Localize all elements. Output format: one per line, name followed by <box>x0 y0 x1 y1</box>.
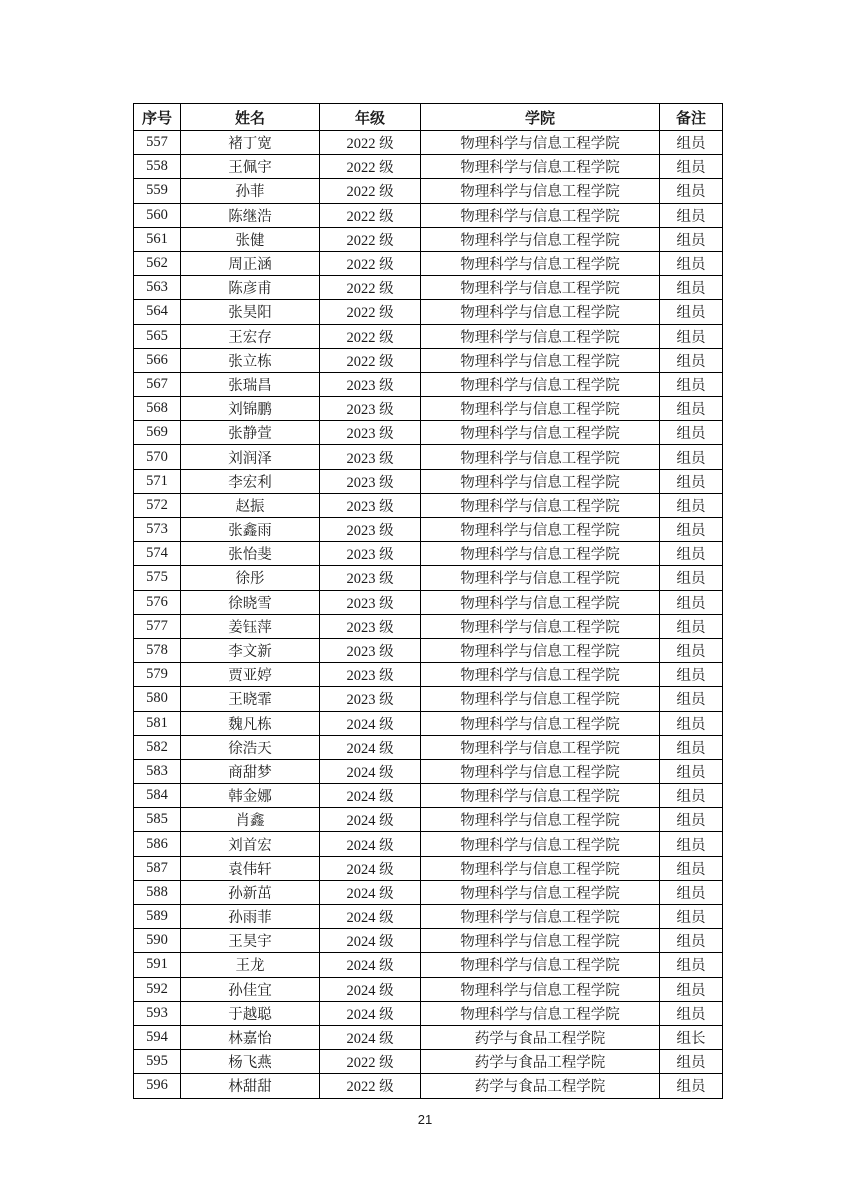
header-name: 姓名 <box>181 104 320 131</box>
note-cell: 组员 <box>660 348 723 372</box>
grade-cell: 2022 级 <box>320 1074 421 1098</box>
table-row <box>134 348 723 372</box>
serial-cell: 567 <box>134 372 181 396</box>
note-cell: 组员 <box>660 1001 723 1025</box>
serial-cell: 589 <box>134 905 181 929</box>
name-cell: 张静萱 <box>181 421 320 445</box>
name-cell: 刘首宏 <box>181 832 320 856</box>
header-grade: 年级 <box>320 104 421 131</box>
college-cell: 药学与食品工程学院 <box>421 1025 660 1049</box>
note-cell: 组员 <box>660 1050 723 1074</box>
grade-cell: 2022 级 <box>320 155 421 179</box>
grade-cell: 2023 级 <box>320 590 421 614</box>
grade-cell: 2024 级 <box>320 784 421 808</box>
grade-cell: 2024 级 <box>320 1001 421 1025</box>
name-cell: 王晓霏 <box>181 687 320 711</box>
college-cell: 物理科学与信息工程学院 <box>421 203 660 227</box>
serial-cell: 583 <box>134 759 181 783</box>
college-cell: 物理科学与信息工程学院 <box>421 421 660 445</box>
college-cell: 物理科学与信息工程学院 <box>421 227 660 251</box>
note-cell: 组员 <box>660 832 723 856</box>
table-row <box>134 808 723 832</box>
serial-cell: 565 <box>134 324 181 348</box>
college-cell: 物理科学与信息工程学院 <box>421 759 660 783</box>
college-cell: 物理科学与信息工程学院 <box>421 977 660 1001</box>
note-cell: 组员 <box>660 590 723 614</box>
note-cell: 组员 <box>660 445 723 469</box>
grade-cell: 2022 级 <box>320 251 421 275</box>
grade-cell: 2024 级 <box>320 929 421 953</box>
name-cell: 徐晓雪 <box>181 590 320 614</box>
college-cell: 物理科学与信息工程学院 <box>421 372 660 396</box>
serial-cell: 585 <box>134 808 181 832</box>
grade-cell: 2024 级 <box>320 832 421 856</box>
grade-cell: 2024 级 <box>320 711 421 735</box>
table-row <box>134 977 723 1001</box>
table-row <box>134 542 723 566</box>
name-cell: 袁伟轩 <box>181 856 320 880</box>
serial-cell: 588 <box>134 880 181 904</box>
table-row <box>134 518 723 542</box>
note-cell: 组员 <box>660 179 723 203</box>
table-row <box>134 179 723 203</box>
note-cell: 组员 <box>660 251 723 275</box>
serial-cell: 564 <box>134 300 181 324</box>
table-row <box>134 759 723 783</box>
header-serial: 序号 <box>134 104 181 131</box>
grade-cell: 2023 级 <box>320 493 421 517</box>
name-cell: 张立栋 <box>181 348 320 372</box>
table-row <box>134 1074 723 1098</box>
note-cell: 组员 <box>660 227 723 251</box>
serial-cell: 595 <box>134 1050 181 1074</box>
serial-cell: 596 <box>134 1074 181 1098</box>
college-cell: 物理科学与信息工程学院 <box>421 300 660 324</box>
note-cell: 组员 <box>660 614 723 638</box>
name-cell: 孙新茁 <box>181 880 320 904</box>
note-cell: 组员 <box>660 929 723 953</box>
grade-cell: 2024 级 <box>320 953 421 977</box>
table-row <box>134 397 723 421</box>
serial-cell: 557 <box>134 131 181 155</box>
table-row <box>134 735 723 759</box>
name-cell: 李文新 <box>181 638 320 662</box>
college-cell: 物理科学与信息工程学院 <box>421 493 660 517</box>
name-cell: 韩金娜 <box>181 784 320 808</box>
table-row <box>134 131 723 155</box>
college-cell: 物理科学与信息工程学院 <box>421 518 660 542</box>
grade-cell: 2023 级 <box>320 469 421 493</box>
table-row <box>134 324 723 348</box>
college-cell: 物理科学与信息工程学院 <box>421 614 660 638</box>
college-cell: 物理科学与信息工程学院 <box>421 590 660 614</box>
serial-cell: 586 <box>134 832 181 856</box>
note-cell: 组员 <box>660 880 723 904</box>
page-number: 21 <box>417 1112 433 1127</box>
college-cell: 物理科学与信息工程学院 <box>421 276 660 300</box>
grade-cell: 2023 级 <box>320 614 421 638</box>
name-cell: 贾亚婷 <box>181 663 320 687</box>
table-row <box>134 663 723 687</box>
header-note: 备注 <box>660 104 723 131</box>
roster-table <box>133 103 723 1099</box>
table-row <box>134 445 723 469</box>
table-row <box>134 880 723 904</box>
name-cell: 褚丁宽 <box>181 131 320 155</box>
note-cell: 组员 <box>660 324 723 348</box>
table-row <box>134 832 723 856</box>
college-cell: 物理科学与信息工程学院 <box>421 155 660 179</box>
serial-cell: 590 <box>134 929 181 953</box>
serial-cell: 591 <box>134 953 181 977</box>
grade-cell: 2023 级 <box>320 566 421 590</box>
note-cell: 组员 <box>660 977 723 1001</box>
college-cell: 物理科学与信息工程学院 <box>421 663 660 687</box>
serial-cell: 572 <box>134 493 181 517</box>
note-cell: 组员 <box>660 638 723 662</box>
college-cell: 物理科学与信息工程学院 <box>421 711 660 735</box>
grade-cell: 2022 级 <box>320 203 421 227</box>
table-row <box>134 566 723 590</box>
table-row <box>134 1050 723 1074</box>
grade-cell: 2023 级 <box>320 372 421 396</box>
note-cell: 组员 <box>660 735 723 759</box>
name-cell: 张昊阳 <box>181 300 320 324</box>
table-row <box>134 929 723 953</box>
grade-cell: 2022 级 <box>320 276 421 300</box>
grade-cell: 2024 级 <box>320 808 421 832</box>
serial-cell: 580 <box>134 687 181 711</box>
table-row <box>134 953 723 977</box>
table-row <box>134 784 723 808</box>
grade-cell: 2023 级 <box>320 663 421 687</box>
name-cell: 张鑫雨 <box>181 518 320 542</box>
note-cell: 组员 <box>660 1074 723 1098</box>
serial-cell: 574 <box>134 542 181 566</box>
college-cell: 物理科学与信息工程学院 <box>421 687 660 711</box>
name-cell: 杨飞燕 <box>181 1050 320 1074</box>
table-row <box>134 469 723 493</box>
note-cell: 组员 <box>660 276 723 300</box>
name-cell: 孙雨菲 <box>181 905 320 929</box>
note-cell: 组员 <box>660 203 723 227</box>
serial-cell: 573 <box>134 518 181 542</box>
table-row <box>134 590 723 614</box>
grade-cell: 2024 级 <box>320 905 421 929</box>
grade-cell: 2023 级 <box>320 445 421 469</box>
name-cell: 赵振 <box>181 493 320 517</box>
serial-cell: 561 <box>134 227 181 251</box>
table-row <box>134 421 723 445</box>
table-row <box>134 1001 723 1025</box>
grade-cell: 2022 级 <box>320 324 421 348</box>
table-row <box>134 227 723 251</box>
grade-cell: 2024 级 <box>320 856 421 880</box>
college-cell: 物理科学与信息工程学院 <box>421 784 660 808</box>
serial-cell: 571 <box>134 469 181 493</box>
name-cell: 王龙 <box>181 953 320 977</box>
note-cell: 组员 <box>660 759 723 783</box>
note-cell: 组员 <box>660 566 723 590</box>
name-cell: 孙佳宜 <box>181 977 320 1001</box>
college-cell: 物理科学与信息工程学院 <box>421 542 660 566</box>
table-row <box>134 203 723 227</box>
header-college: 学院 <box>421 104 660 131</box>
serial-cell: 566 <box>134 348 181 372</box>
name-cell: 徐浩天 <box>181 735 320 759</box>
table-row <box>134 155 723 179</box>
note-cell: 组员 <box>660 155 723 179</box>
note-cell: 组员 <box>660 300 723 324</box>
grade-cell: 2023 级 <box>320 421 421 445</box>
serial-cell: 579 <box>134 663 181 687</box>
note-cell: 组员 <box>660 131 723 155</box>
name-cell: 孙菲 <box>181 179 320 203</box>
note-cell: 组长 <box>660 1025 723 1049</box>
name-cell: 李宏利 <box>181 469 320 493</box>
serial-cell: 575 <box>134 566 181 590</box>
serial-cell: 577 <box>134 614 181 638</box>
grade-cell: 2023 级 <box>320 542 421 566</box>
serial-cell: 594 <box>134 1025 181 1049</box>
note-cell: 组员 <box>660 372 723 396</box>
grade-cell: 2024 级 <box>320 1025 421 1049</box>
note-cell: 组员 <box>660 421 723 445</box>
note-cell: 组员 <box>660 542 723 566</box>
grade-cell: 2022 级 <box>320 131 421 155</box>
name-cell: 魏凡栋 <box>181 711 320 735</box>
name-cell: 陈彦甫 <box>181 276 320 300</box>
grade-cell: 2024 级 <box>320 977 421 1001</box>
name-cell: 张健 <box>181 227 320 251</box>
serial-cell: 587 <box>134 856 181 880</box>
table-row <box>134 493 723 517</box>
table-row <box>134 687 723 711</box>
grade-cell: 2024 级 <box>320 735 421 759</box>
grade-cell: 2022 级 <box>320 227 421 251</box>
college-cell: 物理科学与信息工程学院 <box>421 808 660 832</box>
note-cell: 组员 <box>660 397 723 421</box>
note-cell: 组员 <box>660 663 723 687</box>
name-cell: 林嘉怡 <box>181 1025 320 1049</box>
college-cell: 物理科学与信息工程学院 <box>421 179 660 203</box>
serial-cell: 578 <box>134 638 181 662</box>
table-row <box>134 372 723 396</box>
serial-cell: 559 <box>134 179 181 203</box>
college-cell: 物理科学与信息工程学院 <box>421 929 660 953</box>
table-row <box>134 1025 723 1049</box>
college-cell: 物理科学与信息工程学院 <box>421 953 660 977</box>
note-cell: 组员 <box>660 469 723 493</box>
serial-cell: 563 <box>134 276 181 300</box>
grade-cell: 2024 级 <box>320 759 421 783</box>
college-cell: 物理科学与信息工程学院 <box>421 445 660 469</box>
name-cell: 王佩宇 <box>181 155 320 179</box>
serial-cell: 560 <box>134 203 181 227</box>
name-cell: 商甜梦 <box>181 759 320 783</box>
note-cell: 组员 <box>660 518 723 542</box>
college-cell: 物理科学与信息工程学院 <box>421 251 660 275</box>
table-header <box>134 104 723 131</box>
note-cell: 组员 <box>660 711 723 735</box>
name-cell: 刘润泽 <box>181 445 320 469</box>
college-cell: 物理科学与信息工程学院 <box>421 566 660 590</box>
college-cell: 物理科学与信息工程学院 <box>421 1001 660 1025</box>
serial-cell: 562 <box>134 251 181 275</box>
college-cell: 药学与食品工程学院 <box>421 1074 660 1098</box>
grade-cell: 2023 级 <box>320 397 421 421</box>
name-cell: 王昊宇 <box>181 929 320 953</box>
name-cell: 王宏存 <box>181 324 320 348</box>
name-cell: 刘锦鹏 <box>181 397 320 421</box>
college-cell: 物理科学与信息工程学院 <box>421 131 660 155</box>
table-row <box>134 300 723 324</box>
college-cell: 物理科学与信息工程学院 <box>421 469 660 493</box>
note-cell: 组员 <box>660 808 723 832</box>
table-row <box>134 276 723 300</box>
grade-cell: 2024 级 <box>320 880 421 904</box>
serial-cell: 576 <box>134 590 181 614</box>
college-cell: 物理科学与信息工程学院 <box>421 832 660 856</box>
name-cell: 张怡斐 <box>181 542 320 566</box>
college-cell: 物理科学与信息工程学院 <box>421 397 660 421</box>
note-cell: 组员 <box>660 493 723 517</box>
name-cell: 肖鑫 <box>181 808 320 832</box>
name-cell: 姜钰萍 <box>181 614 320 638</box>
name-cell: 林甜甜 <box>181 1074 320 1098</box>
note-cell: 组员 <box>660 687 723 711</box>
grade-cell: 2023 级 <box>320 638 421 662</box>
grade-cell: 2022 级 <box>320 300 421 324</box>
grade-cell: 2022 级 <box>320 179 421 203</box>
grade-cell: 2023 级 <box>320 687 421 711</box>
college-cell: 物理科学与信息工程学院 <box>421 324 660 348</box>
note-cell: 组员 <box>660 953 723 977</box>
grade-cell: 2022 级 <box>320 348 421 372</box>
table-row <box>134 905 723 929</box>
table-row <box>134 251 723 275</box>
college-cell: 药学与食品工程学院 <box>421 1050 660 1074</box>
serial-cell: 582 <box>134 735 181 759</box>
grade-cell: 2022 级 <box>320 1050 421 1074</box>
serial-cell: 584 <box>134 784 181 808</box>
name-cell: 陈继浩 <box>181 203 320 227</box>
college-cell: 物理科学与信息工程学院 <box>421 348 660 372</box>
serial-cell: 568 <box>134 397 181 421</box>
serial-cell: 570 <box>134 445 181 469</box>
grade-cell: 2023 级 <box>320 518 421 542</box>
college-cell: 物理科学与信息工程学院 <box>421 638 660 662</box>
serial-cell: 581 <box>134 711 181 735</box>
college-cell: 物理科学与信息工程学院 <box>421 856 660 880</box>
serial-cell: 558 <box>134 155 181 179</box>
note-cell: 组员 <box>660 784 723 808</box>
serial-cell: 569 <box>134 421 181 445</box>
table-row <box>134 614 723 638</box>
serial-cell: 592 <box>134 977 181 1001</box>
table-row <box>134 856 723 880</box>
table-row <box>134 711 723 735</box>
college-cell: 物理科学与信息工程学院 <box>421 735 660 759</box>
college-cell: 物理科学与信息工程学院 <box>421 880 660 904</box>
name-cell: 徐彤 <box>181 566 320 590</box>
note-cell: 组员 <box>660 905 723 929</box>
note-cell: 组员 <box>660 856 723 880</box>
name-cell: 周正涵 <box>181 251 320 275</box>
table-body <box>134 131 723 1099</box>
table-row <box>134 638 723 662</box>
college-cell: 物理科学与信息工程学院 <box>421 905 660 929</box>
serial-cell: 593 <box>134 1001 181 1025</box>
name-cell: 于越聪 <box>181 1001 320 1025</box>
table-header-row <box>134 104 723 131</box>
name-cell: 张瑞昌 <box>181 372 320 396</box>
